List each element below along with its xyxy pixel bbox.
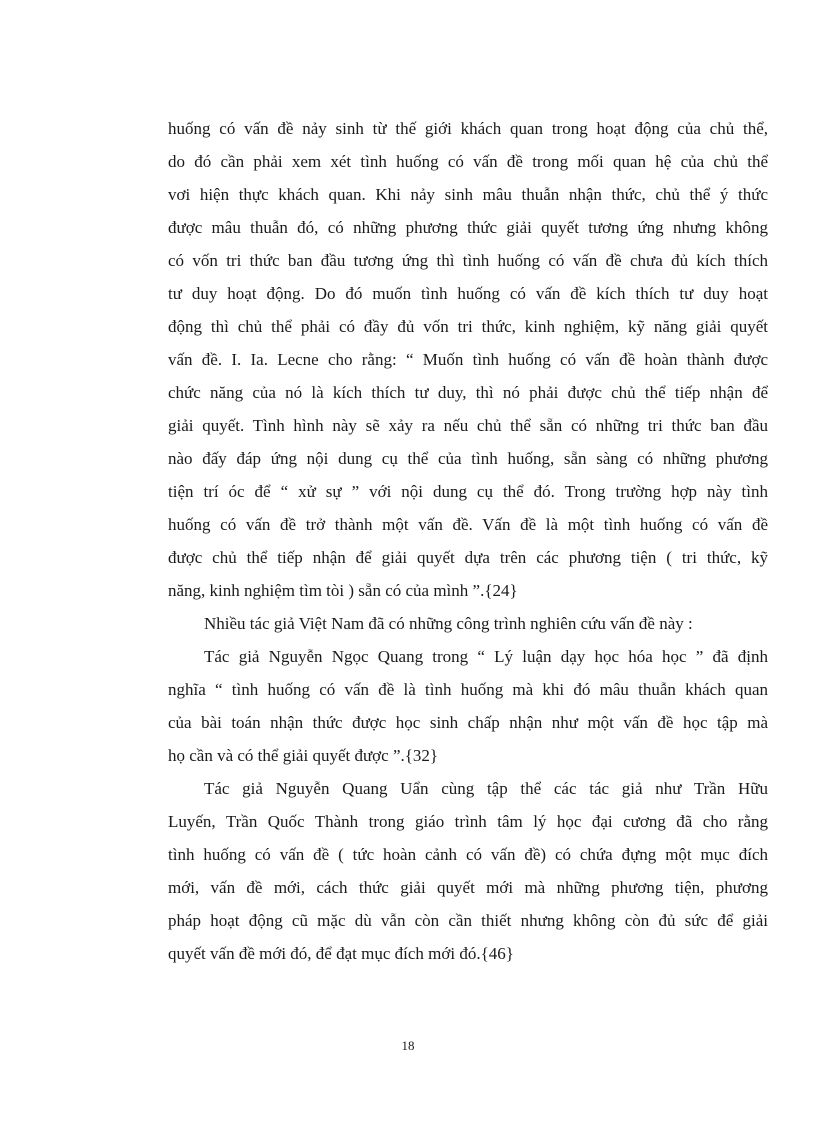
text-line: năng, kinh nghiệm tìm tòi ) sẵn có của mình ”.{24} — [168, 581, 518, 600]
text-line: nghĩa “ tình huống có vấn đề là tình huống mà khi đó mâu thuẫn khách quan — [168, 680, 768, 699]
text-line: Nhiều tác giả Việt Nam đã có những công trình nghiên cứu vấn đề này : — [204, 614, 693, 633]
text-line: nào đấy đáp ứng nội dung cụ thể của tình huống, sẵn sàng có những phương — [168, 449, 768, 468]
text-line: được chủ thể tiếp nhận để giải quyết dựa trên các phương tiện ( tri thức, kỹ — [168, 548, 768, 567]
text-line: quyết vấn đề mới đó, để đạt mục đích mới đó.{46} — [168, 944, 514, 963]
page-number: 18 — [401, 1038, 415, 1053]
text-line: do đó cần phải xem xét tình huống có vấn đề trong mối quan hệ của chủ thể — [168, 152, 768, 171]
text-line: vơi hiện thực khách quan. Khi nảy sinh mâu thuẫn nhận thức, chủ thể ý thức — [168, 185, 768, 204]
text-line: huống có vấn đề nảy sinh từ thế giới khách quan trong hoạt động của chủ thể, — [168, 119, 768, 138]
text-line: pháp hoạt động cũ mặc dù vẫn còn cần thiết nhưng không còn đủ sức để giải — [168, 911, 768, 930]
text-line: chức năng của nó là kích thích tư duy, thì nó phải được chủ thể tiếp nhận để — [168, 383, 768, 402]
paragraph — [168, 607, 768, 640]
text-line: Tác giả Nguyễn Quang Uẩn cùng tập thể các tác giả như Trần Hữu — [204, 779, 768, 798]
paragraph — [168, 772, 768, 970]
text-line: tình huống có vấn đề ( tức hoàn cảnh có vấn đề) có chứa đựng một mục đích — [168, 845, 768, 864]
text-line: Luyến, Trần Quốc Thành trong giáo trình tâm lý học đại cương đã cho rằng — [168, 812, 768, 831]
paragraph — [168, 640, 768, 772]
text-line: vấn đề. I. Ia. Lecne cho rằng: “ Muốn tình huống có vấn đề hoàn thành được — [168, 350, 768, 369]
text-line: của bài toán nhận thức được học sinh chấp nhận như một vấn đề học tập mà — [168, 713, 768, 732]
text-line: Tác giả Nguyễn Ngọc Quang trong “ Lý luận dạy học hóa học ” đã định — [204, 647, 768, 666]
body-text — [168, 112, 768, 970]
text-line: huống có vấn đề trở thành một vấn đề. Vấn đề là một tình huống có vấn đề — [168, 515, 768, 534]
paragraph — [168, 112, 768, 607]
text-line: được mâu thuẫn đó, có những phương thức giải quyết tương ứng nhưng không — [168, 218, 768, 237]
text-line: họ cần và có thể giải quyết được ”.{32} — [168, 746, 439, 765]
text-line: mới, vấn đề mới, cách thức giải quyết mới mà những phương tiện, phương — [168, 878, 768, 897]
text-line: tiện trí óc để “ xử sự ” với nội dung cụ thể đó. Trong trường hợp này tình — [168, 482, 768, 501]
text-line: động thì chủ thể phải có đầy đủ vốn tri thức, kinh nghiệm, kỹ năng giải quyết — [168, 317, 768, 336]
text-line: có vốn tri thức ban đầu tương ứng thì tình huống có vấn đề chưa đủ kích thích — [168, 251, 768, 270]
text-line: tư duy hoạt động. Do đó muốn tình huống có vấn đề kích thích tư duy hoạt — [168, 284, 768, 303]
text-line: giải quyết. Tình hình này sẽ xảy ra nếu chủ thể sẵn có những tri thức ban đầu — [168, 416, 768, 435]
